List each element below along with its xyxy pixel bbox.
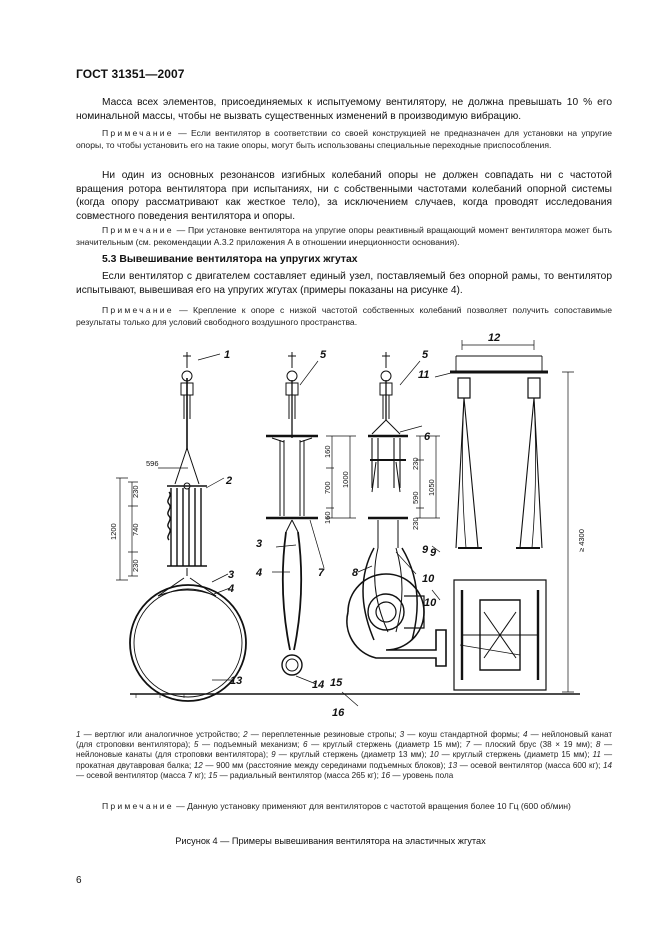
legend-num-13: 13 <box>448 760 458 770</box>
legend-num-16: 16 <box>381 770 391 780</box>
figure-label-9: 9 <box>422 544 429 556</box>
legend-text-10: — круглый стержень (диаметр 15 мм); <box>441 750 590 760</box>
figure-legend <box>76 730 612 781</box>
paragraph-suspension: Если вентилятор с двигателем составляет единый узел, поставляемый без опорной рамы, то вентилятор испытывают, вывешивая его на упругих жгутах (примеры показаны на рисунке 4). <box>76 271 612 296</box>
rubber-slings <box>167 486 207 566</box>
legend-text-6: — круглый стержень (диаметр 15 мм); <box>311 740 462 750</box>
figure-label-5: 5 <box>320 349 327 361</box>
figure-label-6: 6 <box>424 431 431 443</box>
dim-230-lower: 230 <box>411 517 420 530</box>
figure-caption: Рисунок 4 — Примеры вывешивания вентилятора на эластичных жгутах <box>175 836 486 846</box>
figure-label-12: 12 <box>488 332 501 344</box>
dim-1200: 1200 <box>109 523 118 540</box>
legend-text-7: — плоский брус (38 × 19 мм); <box>473 740 593 750</box>
legend-text-13: — осевой вентилятор (масса 600 кг); <box>459 760 601 770</box>
legend-num-7: 7 <box>465 740 470 750</box>
legend-num-11: 11 <box>592 750 601 760</box>
dim-740: 740 <box>131 523 140 536</box>
figure-label-14: 14 <box>312 679 325 691</box>
legend-text-3: — коуш стандартной формы; <box>407 730 520 739</box>
legend-text-15: — радиальный вентилятор (масса 265 кг); <box>219 770 379 780</box>
dim-160-bottom: 160 <box>323 511 332 524</box>
legend-text-1: — вертлюг или аналогичное устройство; <box>83 730 241 739</box>
note-text: — Если вентилятор в соответствии со своей конструкцией не предназначен для установки на упругие опоры, то чтобы установить его на такие опоры, могут быть использованы специальные переходные приспособления. <box>76 128 612 150</box>
figure-label-9b: 9 <box>430 547 437 559</box>
legend-num-8: 8 <box>595 740 601 750</box>
dim-160-top: 160 <box>323 445 332 458</box>
legend-text-16: — уровень пола <box>392 770 454 780</box>
note-label: Примечание <box>102 128 174 138</box>
example-3-assembly <box>347 352 446 666</box>
dim-590: 590 <box>411 491 420 504</box>
note-text: — Крепление к опоре с низкой частотой собственных колебаний позволяет получить сопоставимые результаты только для условий свободного воздушного пространства. <box>76 305 612 327</box>
legend-text-5: — подъемный механизм; <box>202 740 300 750</box>
legend-text-8: — нейлоновые канаты (для строповки вентилятора); <box>76 740 613 760</box>
figure-label-2: 2 <box>226 475 233 487</box>
example-4-assembly <box>450 340 574 692</box>
legend-text-14: — осевой вентилятор (масса 7 кг); <box>76 770 207 780</box>
figure-label-3: 3 <box>228 569 235 581</box>
document-header: ГОСТ 31351—2007 <box>76 67 185 81</box>
figure-label-10: 10 <box>422 573 435 585</box>
figure-label-13: 13 <box>230 675 243 687</box>
legend-text-9: — круглый стержень (диаметр 13 мм); <box>278 750 427 760</box>
legend-text-2: — переплетенные резиновые стропы; <box>250 730 397 739</box>
legend-num-5: 5 <box>193 740 199 750</box>
legend-num-1: 1 <box>76 730 81 739</box>
note-rotation-speed <box>76 800 612 812</box>
legend-num-6: 6 <box>303 740 308 750</box>
legend-text-4: — нейлоновый канат (для строповки вентилятора); <box>76 730 613 750</box>
legend-text-12: — 900 мм (расстояние между серединами подъемных блоков); <box>205 760 446 770</box>
note-text: — При установке вентилятора на упругие опоры реактивный вращающий момент вентилятора может быть значительным (см. рекомендации А.3.2 приложения А в отношении инерционности основания). <box>76 225 612 247</box>
section-title: 5.3 Вывешивание вентилятора на упругих жгутах <box>102 254 358 265</box>
legend-num-14: 14 <box>603 760 613 770</box>
dim-230-top: 230 <box>131 485 140 498</box>
note-label: Примечание <box>102 801 174 811</box>
figure-label-8: 8 <box>352 567 359 579</box>
figure-label-4b: 4 <box>256 567 263 579</box>
figure-label-11: 11 <box>418 369 430 381</box>
legend-num-2: 2 <box>243 730 248 739</box>
figure-label-7: 7 <box>318 567 325 579</box>
paragraph-mass: Масса всех элементов, присоединяемых к испытуемому вентилятору, не должна превышать 10 % его номинальной массы, чтобы не вызвать существенных изменений в производимую вибрацию. <box>76 97 612 122</box>
legend-num-9: 9 <box>271 750 276 760</box>
paragraph-resonance: Ни один из основных резонансов изгибных колебаний опоры не должен совпадать ни с частотой вращения ротора вентилятора при испытаниях, ни с собственными частотами колебаний опорной системы (когда опору рассматривают как жесткое тело), за исключением случаев, когда проводят исследования совместного поведения вентилятора и опоры. <box>76 170 612 222</box>
note-label: Примечание <box>102 305 174 315</box>
dim-4300: ≥ 4300 <box>577 529 586 552</box>
note-label: Примечание <box>102 225 174 235</box>
legend-num-3: 3 <box>399 730 405 739</box>
example-2-assembly <box>266 352 356 675</box>
figure-label-10b: 10 <box>424 597 437 609</box>
dim-230-upper: 230 <box>411 457 420 470</box>
page-number: 6 <box>76 875 82 886</box>
dim-596: 596 <box>146 459 159 468</box>
figure-label-16: 16 <box>332 707 345 719</box>
legend-num-10: 10 <box>429 750 439 760</box>
dim-230-bottom: 230 <box>131 559 140 572</box>
dim-700: 700 <box>323 481 332 494</box>
legend-text-11: — прокатная двутавровая балка; <box>76 750 613 770</box>
figure-label-15: 15 <box>330 677 343 689</box>
figure-label-3b: 3 <box>256 538 263 550</box>
note-text: — Данную установку применяют для вентиляторов с частотой вращения более 10 Гц (600 об/мин) <box>176 801 571 811</box>
legend-num-12: 12 <box>193 760 203 770</box>
dim-1050: 1050 <box>427 479 436 496</box>
figure-label-4: 4 <box>228 583 235 595</box>
figure-label-5b: 5 <box>422 349 429 361</box>
dim-1000: 1000 <box>341 471 350 488</box>
legend-num-15: 15 <box>208 770 218 780</box>
figure-label-1: 1 <box>224 349 231 361</box>
legend-num-4: 4 <box>523 730 528 739</box>
